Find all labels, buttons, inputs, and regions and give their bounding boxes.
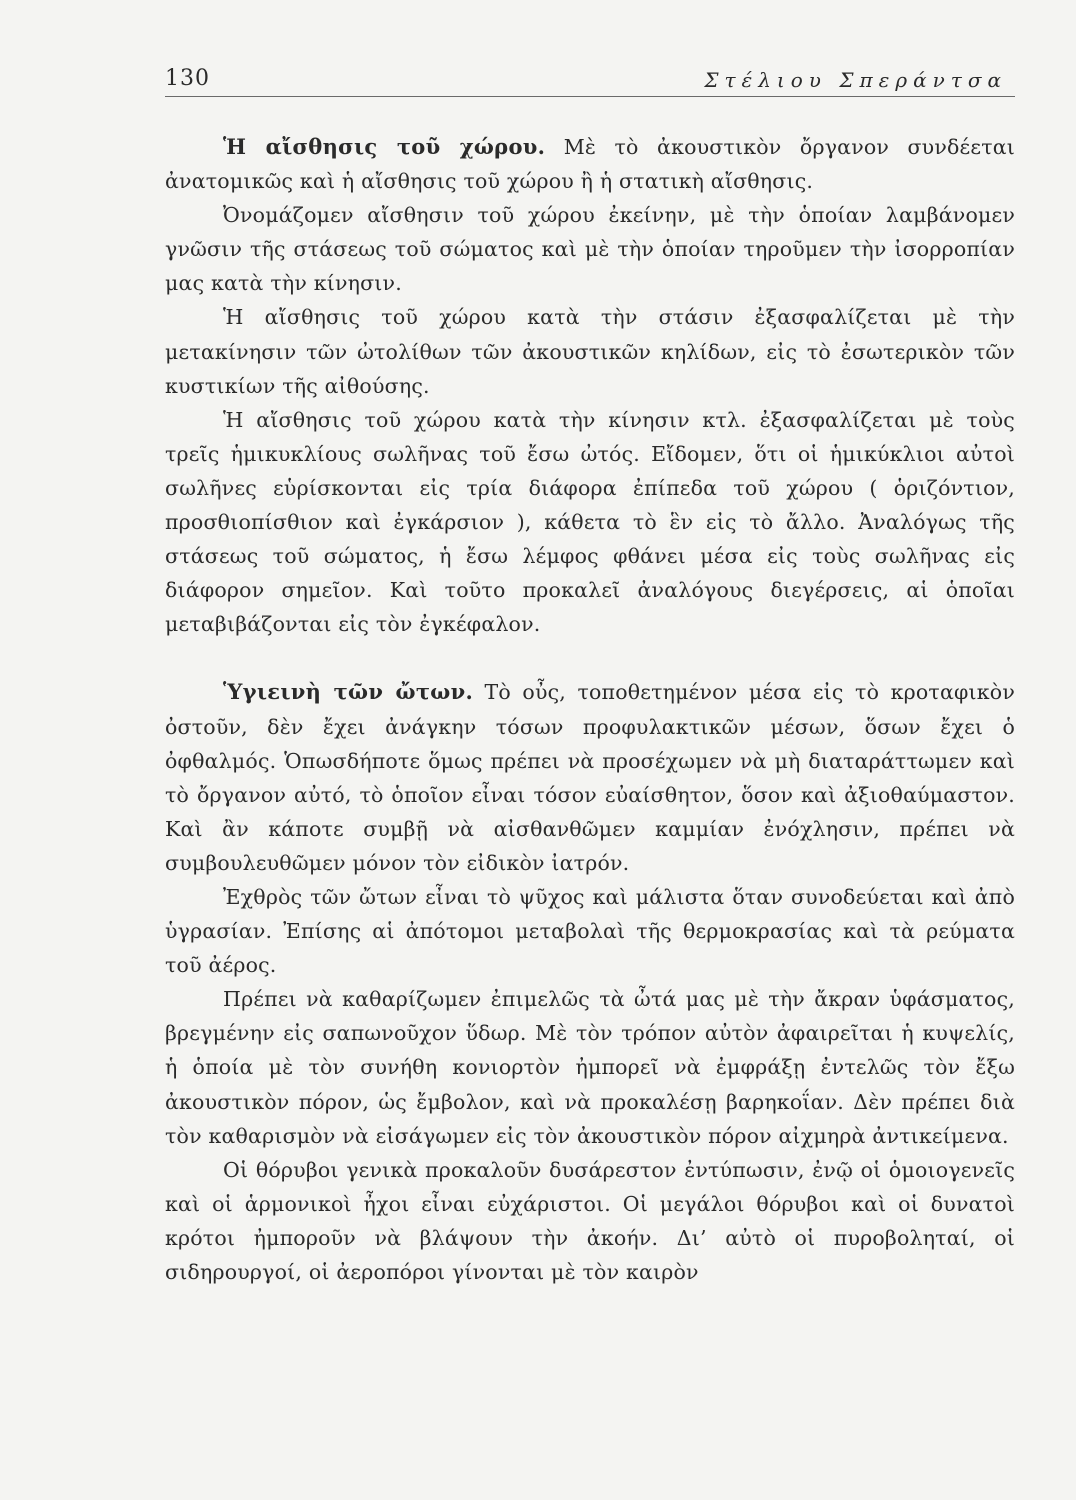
paragraph bbox=[165, 675, 1015, 880]
paragraph: Ἐχθρὸς τῶν ὤτων εἶναι τὸ ψῦχος καὶ μάλιστα ὅταν συνοδεύεται καὶ ἀπὸ ὑγρασίαν. Ἐπίσης αἱ ἀπότομοι μεταβολαὶ τῆς θερμοκρασίας καὶ τὰ ρεύματα τοῦ ἀέρος. bbox=[165, 884, 1015, 978]
paragraph bbox=[165, 130, 1015, 198]
page-body bbox=[165, 130, 1015, 1289]
paragraph: Πρέπει νὰ καθαρίζωμεν ἐπιμελῶς τὰ ὦτά μας μὲ τὴν ἄκραν ὑφάσματος, βρεγμένην εἰς σαπωνοῦχον ὕδωρ. Μὲ τὸν τρόπον αὐτὸν ἀφαιρεῖται ἡ κυψελίς, ἡ ὁποία μὲ τὸν συνήθη κονιορτὸν ἠμπορεῖ νὰ ἐμφράξῃ ἐντελῶς τὸν ἔξω ἀκουστικὸν πόρον, ὡς ἔμβολον, καὶ νὰ προκαλέσῃ βαρηκοΐαν. Δὲν πρέπει διὰ τὸν καθαρισμὸν νὰ εἰσάγωμεν εἰς τὸν ἀκουστικὸν πόρον αἰχμηρὰ ἀντικείμενα. bbox=[165, 987, 1015, 1148]
paragraph-text: Τὸ οὖς, τοποθετημένον μέσα εἰς τὸ κροταφικὸν ὀστοῦν, δὲν ἔχει ἀνάγκην τόσων προφυλακτικῶν μέσων, ὅσων ἔχει ὁ ὀφθαλμός. Ὁπωσδήποτε ὅμως πρέπει νὰ προσέχωμεν νὰ μὴ διαταράττωμεν καὶ τὸ ὄργανον αὐτό, τὸ ὁποῖον εἶναι τόσον εὐαίσθητον, ὅσον καὶ ἀξιοθαύμαστον. Καὶ ἂν κάποτε συμβῇ νὰ αἰσθανθῶμεν καμμίαν ἐνόχλησιν, πρέπει νὰ συμβουλευθῶμεν μόνον τὸν εἰδικὸν ἰατρόν. bbox=[165, 680, 1016, 875]
paragraph-text: Μὲ τὸ ἀκουστικὸν ὄργανον συνδέεται ἀνατομικῶς καὶ ἡ αἴσθησις τοῦ χώρου ἢ ἡ στατικὴ αἴσθησις. bbox=[165, 135, 1016, 194]
section-heading: Ἡ αἴσθησις τοῦ χώρου. bbox=[223, 134, 546, 159]
paragraph: Ἡ αἴσθησις τοῦ χώρου κατὰ τὴν στάσιν ἐξασφαλίζεται μὲ τὴν μετακίνησιν τῶν ὠτολίθων τῶν ἀκουστικῶν κηλίδων, εἰς τὸ ἐσωτερικὸν τῶν κυστικίων τῆς αἰθούσης. bbox=[165, 305, 1015, 398]
paragraph: Ἡ αἴσθησις τοῦ χώρου κατὰ τὴν κίνησιν κτλ. ἐξασφαλίζεται μὲ τοὺς τρεῖς ἡμικυκλίους σωλῆνας τοῦ ἔσω ὠτός. Εἴδομεν, ὅτι οἱ ἡμικύκλιοι αὐτοὶ σωλῆνες εὑρίσκονται εἰς τρία διάφορα ἐπίπεδα τοῦ χώρου ( ὁριζόντιον, προσθιοπίσθιον καὶ ἐγκάρσιον ), κάθετα τὸ ἓν εἰς τὸ ἄλλο. Ἀναλόγως τῆς στάσεως τοῦ σώματος, ἡ ἔσω λέμφος φθάνει μέσα εἰς τοὺς σωλῆνας εἰς διάφορον σημεῖον. Καὶ τοῦτο προκαλεῖ ἀναλόγους διεγέρσεις, αἱ ὁποῖαι μεταβιβάζονται εἰς τὸν ἐγκέφαλον. bbox=[165, 407, 1015, 637]
section-heading: Ὑγιεινὴ τῶν ὤτων. bbox=[223, 679, 474, 705]
page-number: 130 bbox=[165, 66, 210, 91]
paragraph: Ὀνομάζομεν αἴσθησιν τοῦ χώρου ἐκείνην, μὲ τὴν ὁποίαν λαμβάνομεν γνῶσιν τῆς στάσεως τοῦ σώματος καὶ μὲ τὴν ὁποίαν τηροῦμεν τὴν ἰσορροπίαν μας κατὰ τὴν κίνησιν. bbox=[165, 203, 1015, 296]
paragraph: Οἱ θόρυβοι γενικὰ προκαλοῦν δυσάρεστον ἐντύπωσιν, ἐνῷ οἱ ὁμοιογενεῖς καὶ οἱ ἁρμονικοὶ ἦχοι εἶναι εὐχάριστοι. Οἱ μεγάλοι θόρυβοι καὶ οἱ δυνατοὶ κρότοι ἠμποροῦν νὰ βλάψουν τὴν ἀκοήν. Δι’ αὐτὸ οἱ πυροβοληταί, οἱ σιδηρουργοί, οἱ ἀεροπόροι γίνονται μὲ τὸν καιρὸν bbox=[165, 1157, 1015, 1284]
running-head: Στέλιου Σπεράντσα bbox=[704, 68, 1007, 92]
page-header bbox=[165, 62, 1015, 97]
